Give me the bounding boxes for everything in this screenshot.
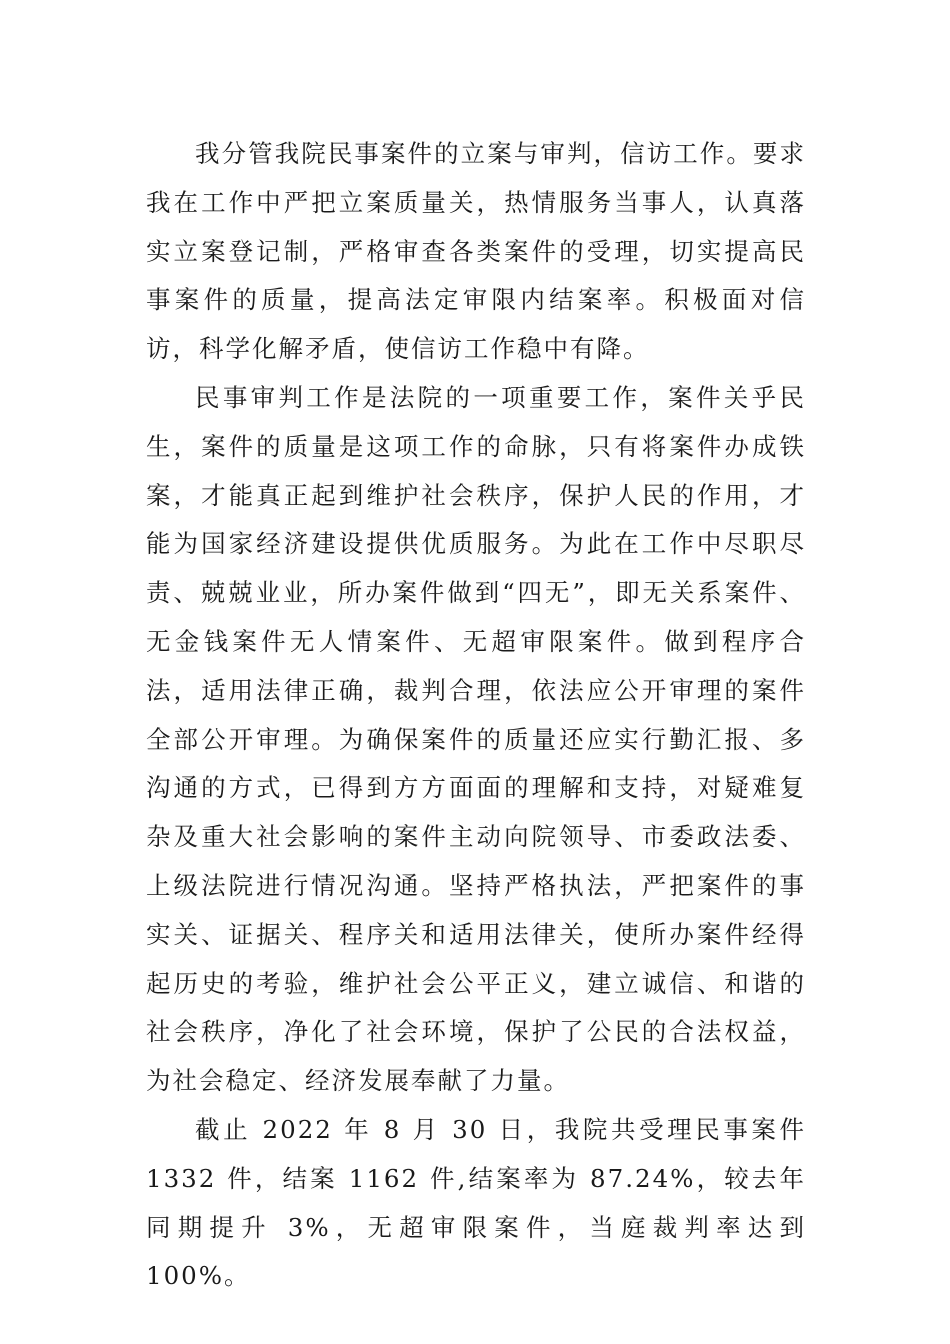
document-page bbox=[146, 130, 806, 1301]
paragraph-case-responsibility: 我分管我院民事案件的立案与审判，信访工作。要求我在工作中严把立案质量关，热情服务当事人，认真落实立案登记制，严格审查各类案件的受理，切实提高民事案件的质量，提高法定审限内结案率。积极面对信访，科学化解矛盾，使信访工作稳中有降。 bbox=[146, 139, 806, 364]
paragraph-civil-trial-work: 民事审判工作是法院的一项重要工作，案件关乎民生，案件的质量是这项工作的命脉，只有将案件办成铁案，才能真正起到维护社会秩序，保护人民的作用，才能为国家经济建设提供优质服务。为此在工作中尽职尽责、兢兢业业，所办案件做到“四无”，即无关系案件、无金钱案件无人情案件、无超审限案件。做到程序合法，适用法律正确，裁判合理，依法应公开审理的案件全部公开审理。为确保案件的质量还应实行勤汇报、多沟通的方式，已得到方方面面的理解和支持，对疑难复杂及重大社会影响的案件主动向院领导、市委政法委、上级法院进行情况沟通。坚持严格执法，严把案件的事实关、证据关、程序关和适用法律关，使所办案件经得起历史的考验，维护社会公平正义，建立诚信、和谐的社会秩序，净化了社会环境，保护了公民的合法权益，为社会稳定、经济发展奉献了力量。 bbox=[146, 382, 806, 1096]
paragraph-case-statistics: 截止 2022 年 8 月 30 日，我院共受理民事案件 1332 件，结案 1162 件,结案率为 87.24%，较去年同期提升 3%，无超审限案件，当庭裁判率达到 100%。 bbox=[146, 1114, 806, 1291]
